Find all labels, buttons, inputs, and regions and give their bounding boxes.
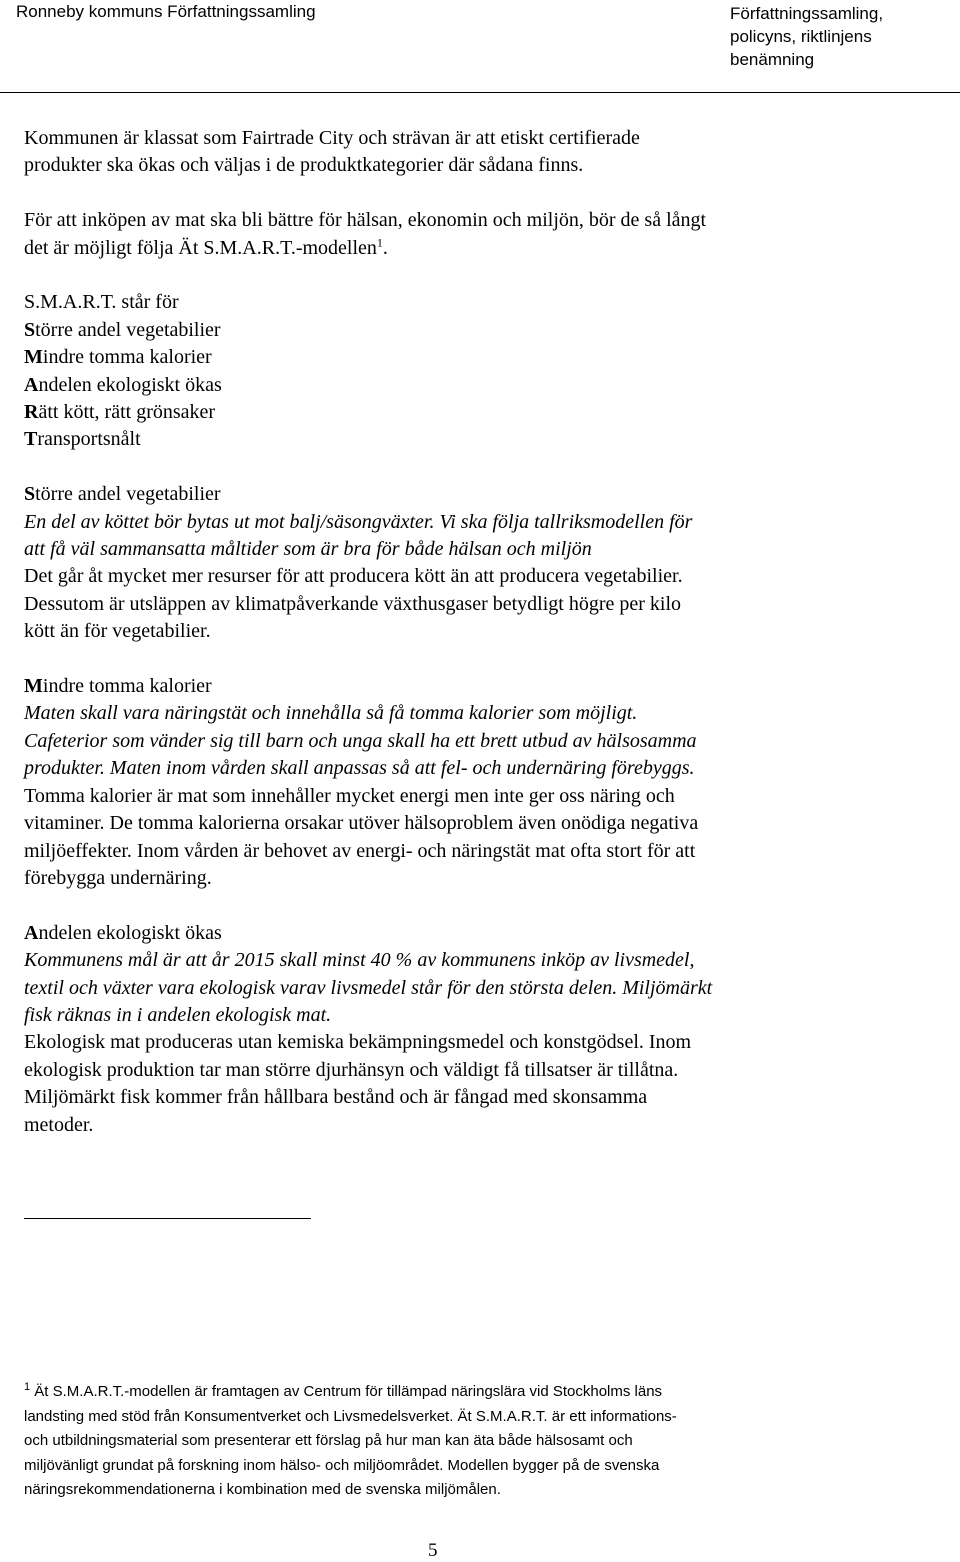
text-line: kött än för vegetabilier. xyxy=(24,620,211,643)
footnote-line: landsting med stöd från Konsumentverket och Livsmedelsverket. Ät S.M.A.R.T. är ett informations- xyxy=(24,1407,677,1425)
footnote-line: miljövänligt grundat på forskning inom hälso- och miljöområdet. Modellen bygger på de svenska xyxy=(24,1456,660,1474)
text-line: Tomma kalorier är mat som innehåller mycket energi men inte ger oss näring och xyxy=(24,784,675,807)
section-heading xyxy=(24,675,212,697)
footnote-reference: 1 xyxy=(376,234,383,249)
paragraph-fairtrade xyxy=(24,125,934,180)
text-line: produkter ska ökas och väljas i de produktkategorier där sådana finns. xyxy=(24,154,584,177)
item-text: ndelen ekologiskt ökas xyxy=(38,373,222,396)
text-line: det är möjligt följa Ät S.M.A.R.T.-modellen xyxy=(24,236,377,259)
page-header xyxy=(0,0,960,93)
italic-text: textil och växter vara ekologisk varav livsmedel står för den största delen. Miljömärkt xyxy=(24,976,713,999)
italic-text: Cafeterior som vänder sig till barn och unga skall ha ett brett utbud av hälsosamma xyxy=(24,729,697,752)
italic-text: produkter. Maten inom vården skall anpassas så att fel- och undernäring förebyggs. xyxy=(24,757,695,780)
section-heading xyxy=(24,483,221,505)
item-text: ransportsnålt xyxy=(37,428,141,451)
text-line: Dessutom är utsläppen av klimatpåverkande växthusgaser betydligt högre per kilo xyxy=(24,592,682,615)
footnote-line: näringsrekommendationerna i kombination med de svenska miljömålen. xyxy=(24,1481,501,1499)
italic-text: fisk räknas in i andelen ekologisk mat. xyxy=(24,1003,332,1026)
italic-text: En del av köttet bör bytas ut mot balj/säsongväxter. xyxy=(24,510,435,533)
text-line: miljöeffekter. Inom vården är behovet av energi- och näringstät mat ofta stort för att xyxy=(24,839,696,862)
heading-text: indre tomma kalorier xyxy=(42,675,212,698)
text-line: Ekologisk mat produceras utan kemiska bekämpningsmedel och konstgödsel. Inom xyxy=(24,1031,692,1054)
text-line: metoder. xyxy=(24,1113,94,1136)
footnote-line: och utbildningsmaterial som presenterar ett förslag på hur man kan äta både hälsosamt och xyxy=(24,1432,633,1450)
initial-letter: S xyxy=(24,318,36,341)
header-right-line-1: Författningssamling, xyxy=(730,4,884,23)
smart-list xyxy=(24,289,934,453)
text-line: förebygga undernäring. xyxy=(24,866,212,889)
text-line: Det går åt mycket mer resurser för att producera kött än att producera vegetabilier. xyxy=(24,565,683,588)
smart-heading: S.M.A.R.T. står för xyxy=(24,291,179,314)
footnote xyxy=(24,1380,924,1503)
paragraph-smart-intro xyxy=(24,207,934,262)
initial-letter: A xyxy=(24,921,39,944)
item-text: indre tomma kalorier xyxy=(42,346,212,369)
footnote-separator xyxy=(24,1218,311,1219)
smart-item xyxy=(24,428,141,450)
initial-letter: T xyxy=(24,428,38,451)
smart-item xyxy=(24,401,215,423)
smart-item xyxy=(24,374,222,396)
initial-letter: M xyxy=(24,675,43,698)
heading-text: ndelen ekologiskt ökas xyxy=(38,921,222,944)
item-text: ätt kött, rätt grönsaker xyxy=(38,401,216,424)
header-right-line-2: policyns, riktlinjens xyxy=(730,27,872,46)
header-right-line-3: benämning xyxy=(730,50,815,69)
initial-letter: A xyxy=(24,373,39,396)
smart-item xyxy=(24,319,221,341)
initial-letter: S xyxy=(24,483,36,506)
italic-text: att få väl sammansatta måltider som är bra för både hälsan och miljön xyxy=(24,538,592,561)
document-body xyxy=(24,125,934,1139)
item-text: törre andel vegetabilier xyxy=(35,318,221,341)
section-heading xyxy=(24,922,222,944)
italic-text: Kommunens mål är att år 2015 skall minst 40 % av kommunens inköp av livsmedel, xyxy=(24,949,695,972)
header-collection-title: Ronneby kommuns Författningssamling xyxy=(16,2,316,21)
italic-text: Vi ska följa tallriksmodellen för xyxy=(434,510,693,533)
text-line: Kommunen är klassat som Fairtrade City och strävan är att etiskt certifierade xyxy=(24,127,640,149)
text-line: För att inköpen av mat ska bli bättre för hälsan, ekonomin och miljön, bör de så långt xyxy=(24,209,707,232)
footnote-number: 1 xyxy=(24,1381,31,1393)
text-line: Miljömärkt fisk kommer från hållbara bestånd och är fångad med skonsamma xyxy=(24,1086,648,1109)
text-line: . xyxy=(382,236,388,259)
header-document-name xyxy=(730,2,883,71)
initial-letter: R xyxy=(24,401,39,424)
text-line: ekologisk produktion tar man större djurhänsyn och väldigt få tillsatser är tillåtna. xyxy=(24,1058,679,1081)
section-vegetabilier xyxy=(24,481,934,645)
text-line: vitaminer. De tomma kalorierna orsakar utöver hälsoproblem även onödiga negativa xyxy=(24,812,699,835)
smart-item xyxy=(24,346,212,368)
heading-text: törre andel vegetabilier xyxy=(35,483,221,506)
page-number: 5 xyxy=(428,1540,438,1561)
footnote-line: Ät S.M.A.R.T.-modellen är framtagen av Centrum för tillämpad näringslära vid Stockholms läns xyxy=(30,1383,663,1400)
initial-letter: M xyxy=(24,346,43,369)
italic-text: Maten skall vara näringstät och innehålla så få tomma kalorier som möjligt. xyxy=(24,702,638,725)
section-tomma-kalorier xyxy=(24,673,934,892)
section-ekologiskt xyxy=(24,920,934,1139)
